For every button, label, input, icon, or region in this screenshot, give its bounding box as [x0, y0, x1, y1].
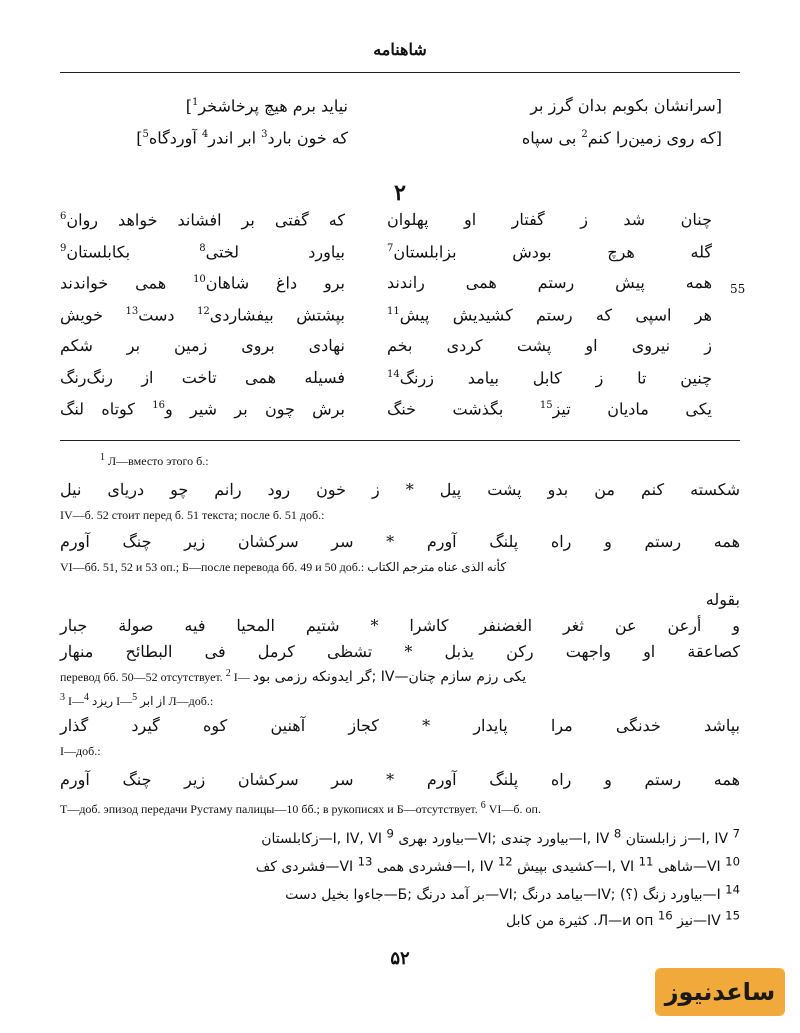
verse-left-3: برو داغ شاهان$^{10}$ همی خواندند: [60, 273, 345, 293]
verse-left-1: که گفتی بر افشاند خواهد روان$^6$: [60, 210, 345, 230]
footnote-8: [60, 826, 740, 847]
verse-right-5: ز نیروی او پشت کردی بخم: [387, 336, 712, 355]
bracket-verse-left-2: که خون بارد$^3$ ابر اندر$^4$ آوردگاه$^5$]: [136, 128, 348, 148]
verse-right-1: چنان شد ز گفتار او پهلوان: [387, 210, 712, 229]
verse-left-4: بپشتش بیفشاردی$^{12}$ دست$^{13}$ خویش: [60, 304, 346, 324]
running-header: شاهنامه: [373, 40, 427, 59]
verse-right-6: چنین تا ز کابل بیامد زرنگ$^{14}$: [387, 367, 712, 387]
footnote-verse-5: کصاعقة او واجهت رکن یذبل * تشظی کرمل فی البطائح منهار: [60, 642, 740, 661]
footnote-verse-1: شکسته کنم من بدو پشت پیل * ز خون رود رانم چو دریای نیل: [60, 480, 740, 499]
footnote-5: $^3$ I—ریزد $^4$ I—از ابر $^5$ Л—доб.:: [60, 692, 214, 708]
footnote-9-text: $^{10}$ VI—شاهی $^{11}$ I, VI—کشیدی بپیش $^{12}$ I, IV—فشردی همی $^{13}$ VI—فشردی کف: [255, 854, 740, 875]
publisher-logo: [655, 968, 785, 1016]
footnote-11: [60, 908, 740, 929]
footnote-4-ru: перевод бб. 50—52 отсутствует. $^2$ I—: [60, 668, 250, 684]
footnote-10: [60, 882, 740, 903]
footnote-8-text: $^7$ I, IV—ز زابلستان $^8$ I, IV—بیاورد چندی ;VI—بیاورد بهری $^9$ I, IV, VI—زکابلستان: [261, 826, 740, 847]
footnote-rule: [60, 440, 740, 441]
footnote-verse-2: همه رستم و راه پلنگ آورم * سر سرکشان زیر چنگ آورم: [60, 532, 740, 551]
footnote-verse-7: همه رستم و راه پلنگ آورم * سر سرکشان زیر چنگ آورم: [60, 770, 740, 789]
publisher-logo-text: ساعدنیوز: [664, 978, 776, 1006]
section-number: ۲: [394, 180, 406, 206]
footnote-4: [60, 668, 740, 685]
footnote-9: [60, 854, 740, 875]
verse-right-2: گله هرچ بودش بزابلستان$^7$: [387, 241, 712, 261]
verse-left-7: برش چون بر شیر و$^{16}$ کوتاه لنگ: [60, 399, 345, 419]
footnote-10-text: $^{14}$ I—بیاورد زنگ (؟) ;IV—بیامد درنگ ;VI—بر آمد درنگ ;Б—جاءوا بخیل دست: [285, 882, 740, 903]
bracket-verse-right-1: [سرانشان بکوبم بدان گرز بر: [530, 96, 722, 115]
footnote-verse-3: بقوله: [705, 590, 740, 609]
footnote-verse-6: بپاشد خدنگی مرا پایدار * کجاز آهنین کوه گیرد گذار: [60, 716, 740, 735]
verse-left-5: نهادی بروی زمین بر شکم: [60, 336, 345, 355]
bracket-verse-left-1: نیاید برم هیچ پرخاشخر$^1$]: [185, 96, 348, 116]
verse-right-7: یکی مادیان تیز$^{15}$ بگذشت خنگ: [387, 399, 712, 419]
footnote-6: I—доб.:: [60, 744, 101, 758]
footnote-4-fa: یکی رزم سازم چنان—IV ;گر ایدونکه رزمی بود: [252, 669, 527, 685]
footnote-7: T—доб. эпизод передачи Рустаму палицы—10 бб.; в рукописях и Б—отсутствует. $^6$ VI—б. оп.: [60, 800, 541, 816]
footnote-3: VI—бб. 51, 52 и 53 оп.; Б—после перевода бб. 49 и 50 доб.: کأنه الذی عناه مترجم الکتاب: [60, 560, 507, 574]
verse-left-2: بیاورد لختی$^8$ بکابلستان$^9$: [60, 241, 345, 261]
bracket-verse-right-2: [که روی زمین‌را کنم$^2$ بی سپاه: [521, 128, 722, 148]
footnote-2: IV—б. 52 стоит перед б. 51 текста; после б. 51 доб.:: [60, 508, 325, 522]
footnote-verse-4: و أرعن عن ثغر الغضنفر کاشرا * شتیم المحیا فیه صولة جبار: [60, 616, 740, 635]
footnote-1: $^1$ Л—вместо этого б.:: [100, 452, 209, 468]
line-number: 55: [730, 282, 746, 296]
page-number: ۵۲: [390, 948, 410, 969]
verse-right-4: هر اسپی که رستم کشیدیش پیش$^{11}$: [387, 304, 712, 324]
header-rule: [60, 72, 740, 73]
verse-left-6: فسیله همی تاخت از رنگ‌رنگ: [60, 367, 345, 387]
footnote-11-text: $^{15}$ IV—نیز $^{16}$ Л—и оп. کثیرة من کابل: [506, 908, 740, 929]
verse-right-3: همه پیش رستم همی راندند: [387, 273, 712, 292]
